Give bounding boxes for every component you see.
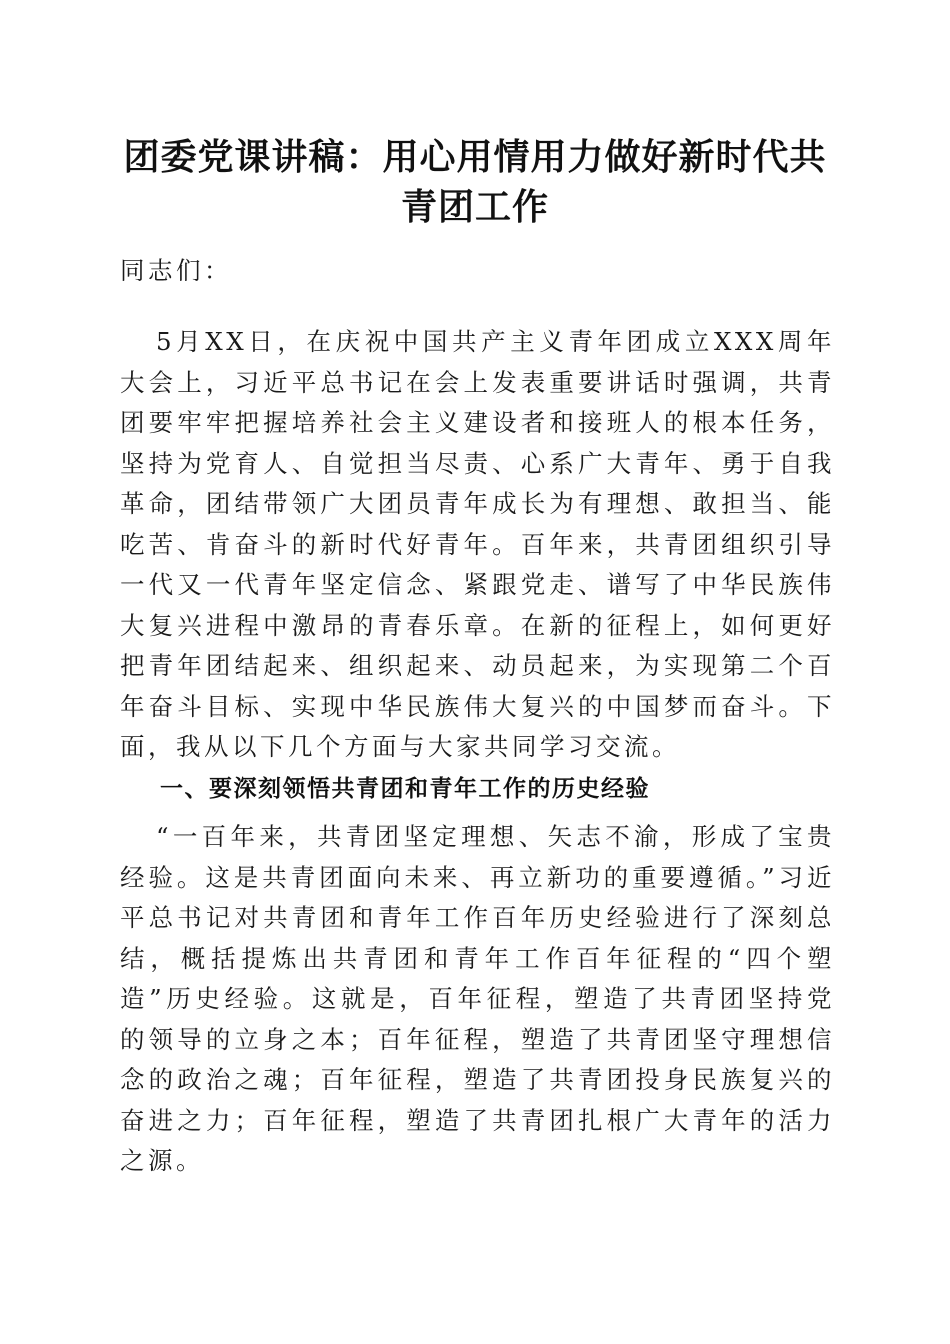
document-title: 团委党课讲稿：用心用情用力做好新时代共青团工作 [123, 136, 827, 228]
salutation: 同志们： [120, 256, 232, 285]
section-heading-1: 一、要深刻领悟共青团和青年工作的历史经验 [160, 776, 650, 802]
paragraph-history: “一百年来，共青团坚定理想、矢志不渝，形成了宝贵经验。这是共青团面向未来、再立新功的重要遵循。”习近平总书记对共青团和青年工作百年历史经验进行了深刻总结，概括提炼出共青团和青年工作百年征程的“四个塑造”历史经验。这就是，百年征程，塑造了共青团坚持党的领导的立身之本；百年征程，塑造了共青团坚守理想信念的政治之魂；百年征程，塑造了共青团投身民族复兴的奋进之力；百年征程，塑造了共青团扎根广大青年的活力之源。 [120, 822, 835, 1175]
paragraph-intro: 5月XX日，在庆祝中国共产主义青年团成立XXX周年大会上，习近平总书记在会上发表重要讲话时强调，共青团要牢牢把握培养社会主义建设者和接班人的根本任务，坚持为党育人、自觉担当尽责、心系广大青年、勇于自我革命，团结带领广大团员青年成长为有理想、敢担当、能吃苦、肯奋斗的新时代好青年。百年来，共青团组织引导一代又一代青年坚定信念、紧跟党走、谱写了中华民族伟大复兴进程中激昂的青春乐章。在新的征程上，如何更好把青年团结起来、组织起来、动员起来，为实现第二个百年奋斗目标、实现中华民族伟大复兴的中国梦而奋斗。下面，我从以下几个方面与大家共同学习交流。 [120, 327, 835, 761]
